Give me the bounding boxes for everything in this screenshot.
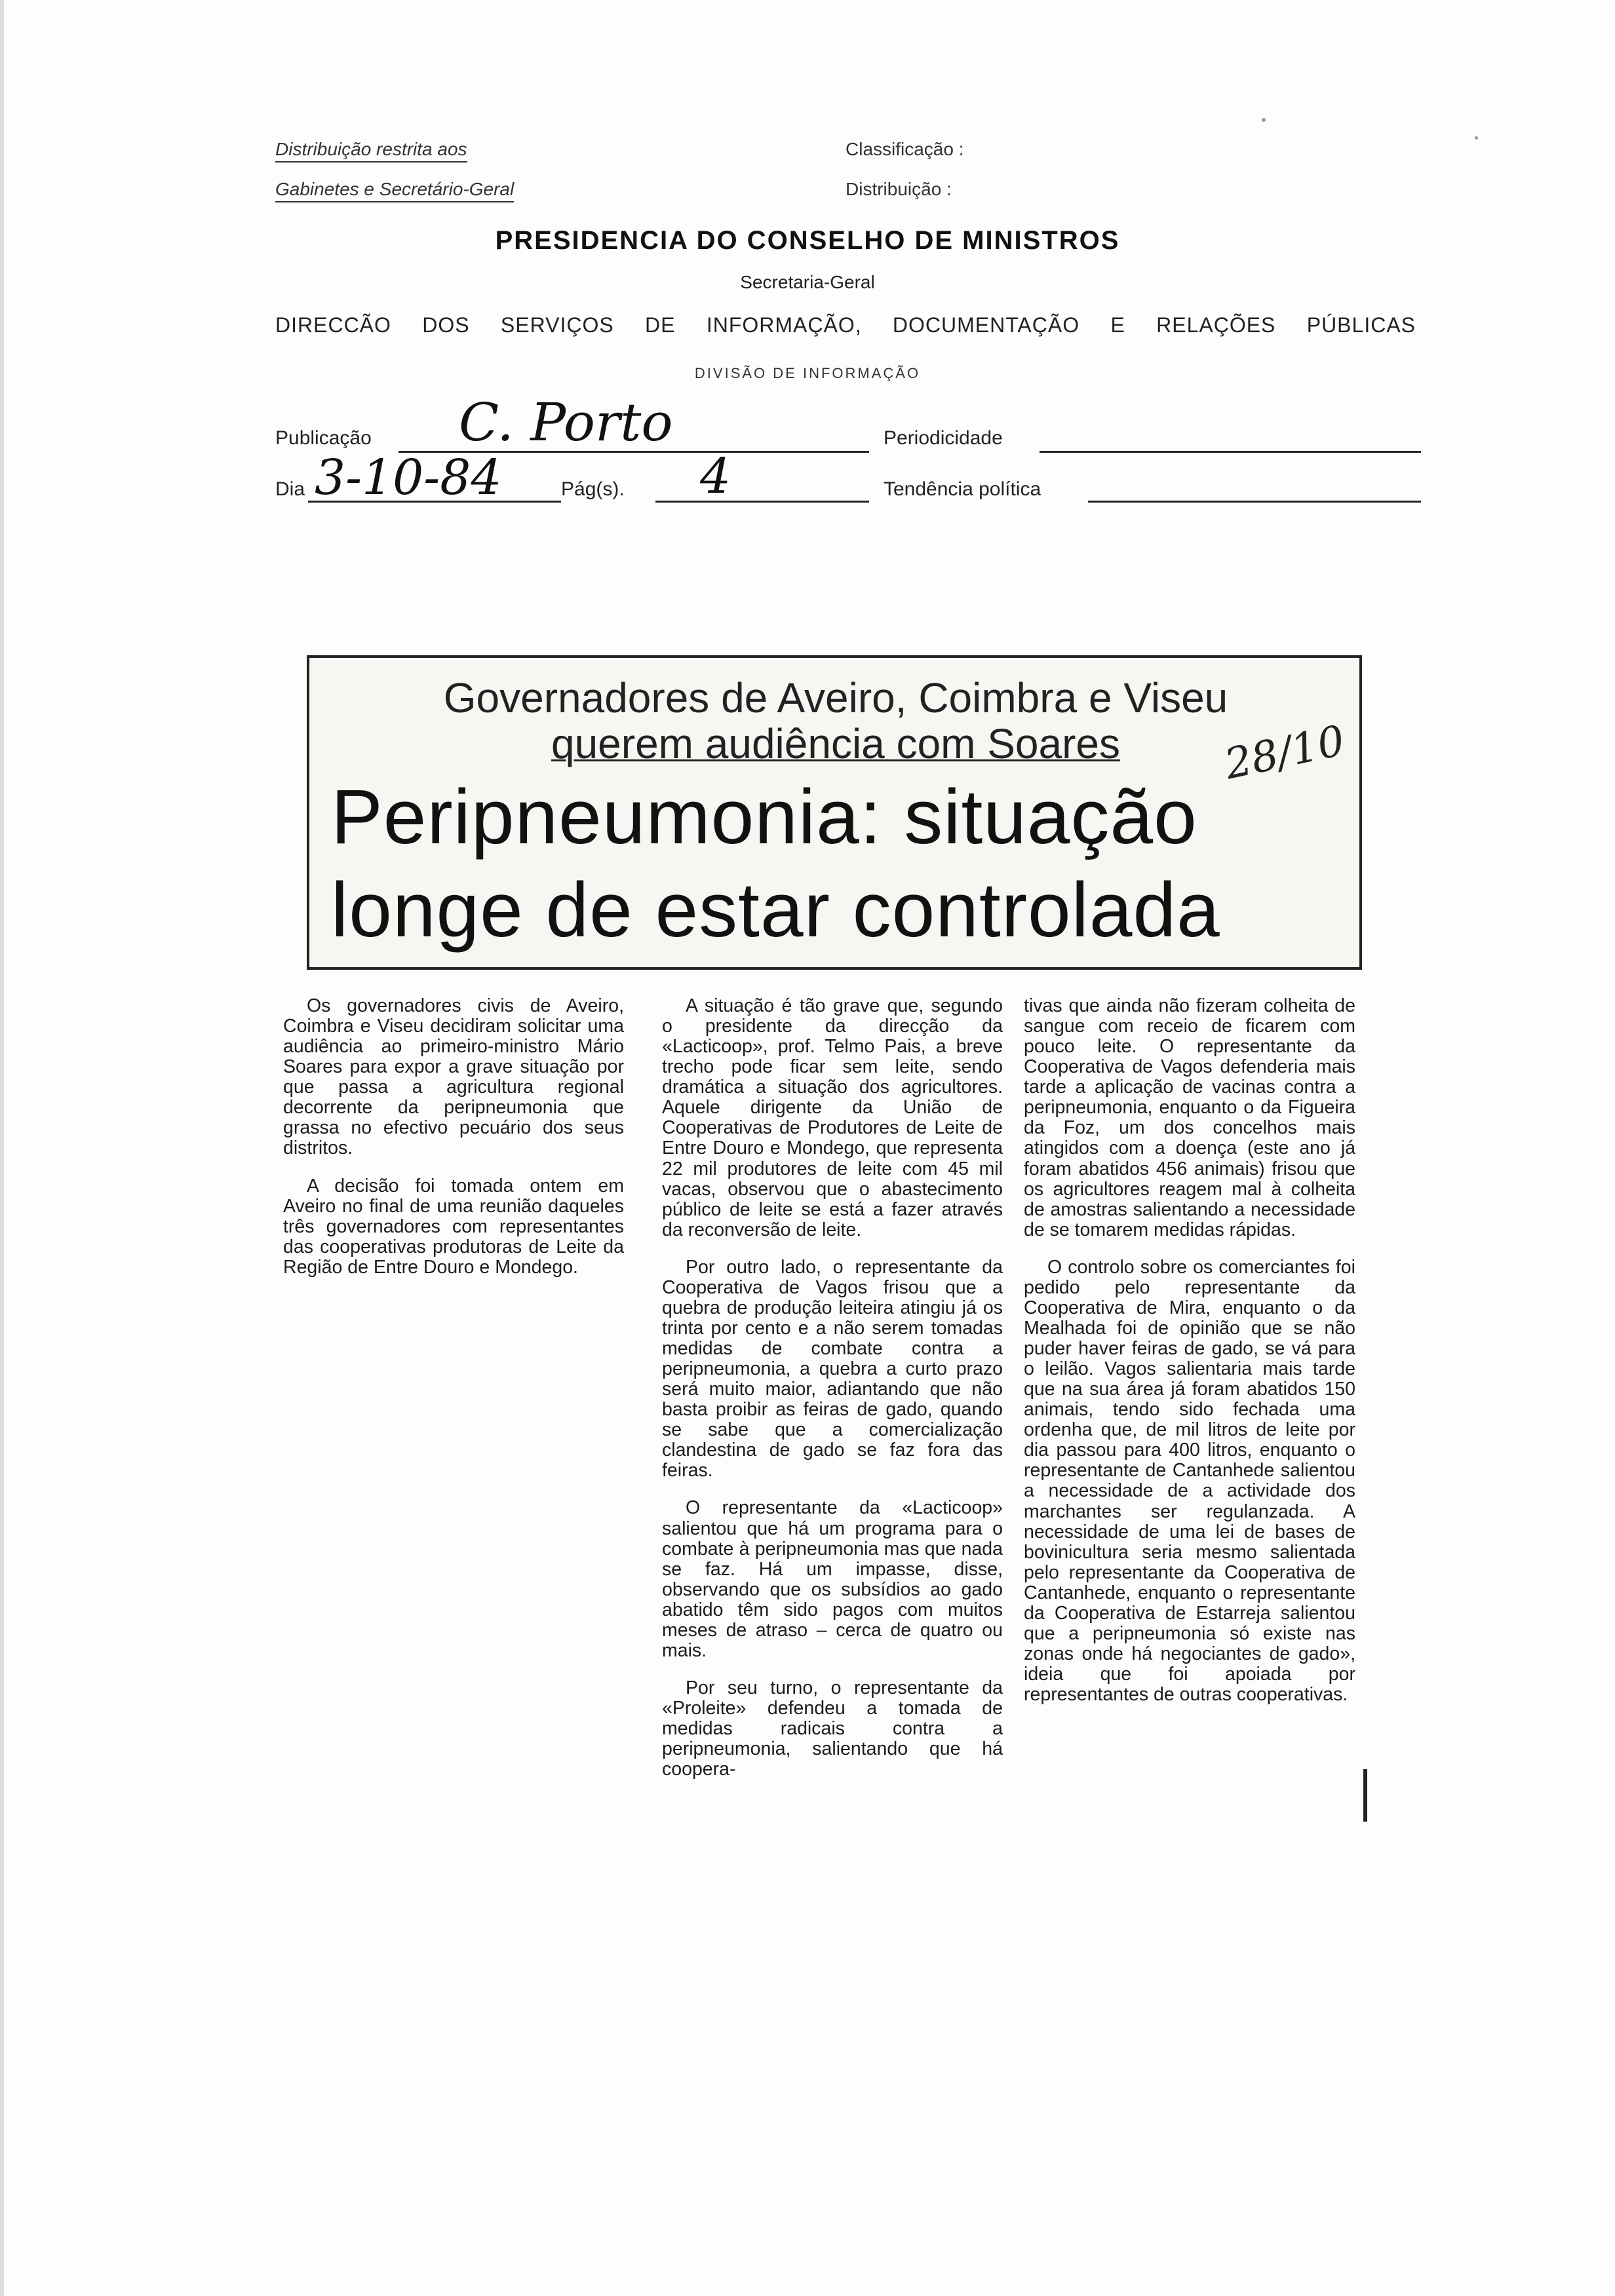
- distribuicao-label: Distribuição :: [846, 179, 952, 199]
- article-kicker-line2: querem audiência com Soares: [551, 720, 1121, 767]
- article-column-2: [662, 996, 1003, 1797]
- publicacao-handwritten: C. Porto: [459, 392, 673, 453]
- paragraph: Os governadores civis de Aveiro, Coimbra e Viseu decidiram solicitar uma audiência ao primeiro-ministro Mário Soares para expor a grave situação por que passa a agricultura regional decorrente da peripneumonia que grassa no efectivo pecuário dos seus distritos.: [283, 995, 624, 1159]
- paragraph: A situação é tão grave que, segundo o presidente da direcção da «Lacticoop», prof. Telmo Pais, a breve trecho pode ficar sem leite, sendo dramática a situação dos agricultores. Aquele dirigente da União de Cooperativas de Produtores de Leite de Entre Douro e Mondego, que representa 22 mil produtores de leite com 45 mil vacas, observou que o abastecimento público de leite se está a fazer através da reconversão de leite.: [662, 995, 1003, 1240]
- paragraph: A decisão foi tomada ontem em Aveiro no final de uma reunião daqueles três governadores com representantes das cooperativas produtoras de Leite da Região de Entre Douro e Mondego.: [283, 1175, 624, 1278]
- org-divisao: DIVISÃO DE INFORMAÇÃO: [694, 365, 921, 381]
- org-subtitle: Secretaria-Geral: [740, 272, 875, 292]
- scan-edge: [0, 0, 4, 2296]
- tendencia-label: Tendência política: [884, 478, 1041, 500]
- publicacao-label: Publicação: [275, 427, 372, 449]
- periodicidade-label: Periodicidade: [884, 427, 1003, 449]
- pags-label: Pág(s).: [561, 478, 625, 500]
- scan-speck: [1475, 136, 1478, 140]
- paragraph: tivas que ainda não fizeram colheita de sangue com receio de ficarem com pouco leite. O representante da Cooperativa de Vagos defenderia mais tarde a aplicação de vacinas contra a peripneumonia, enquanto o da Figueira da Foz, um dos concelhos mais atingidos com a doença (este ano já foram abatidos 456 animais) frisou que os agricultores reagem mal à colheita de amostras salientando a necessidade de se tomarem medidas rápidas.: [1024, 995, 1355, 1240]
- pags-line: [655, 501, 869, 503]
- pags-handwritten: 4: [700, 448, 731, 505]
- paragraph: O representante da «Lacticoop» salientou que há um programa para o combate à peripneumonia mas que nada se faz. Há um impasse, disse, observando que os subsídios ao gado abatido têm sido pagos com muitos meses de atraso – cerca de quatro ou mais.: [662, 1497, 1003, 1661]
- periodicidade-line: [1040, 451, 1421, 453]
- dia-label: Dia: [275, 478, 305, 500]
- paragraph: Por seu turno, o representante da «Proleite» defendeu a tomada de medidas radicais contra a peripneumonia, salientando que há coopera-: [662, 1677, 1003, 1780]
- paragraph: Por outro lado, o representante da Cooperativa de Vagos frisou que a quebra de produção leiteira atingiu já os trinta por cento e a não serem tomadas medidas de combate contra a peripneumonia, a quebra a curto prazo será muito maior, adiantando que não basta proibir as feiras de gado, quando se sabe que a comercialização clandestina de gado se faz fora das feiras.: [662, 1256, 1003, 1482]
- restricted-distribution-line2: Gabinetes e Secretário-Geral: [275, 179, 514, 202]
- scan-speck: [1262, 118, 1266, 122]
- org-title: PRESIDENCIA DO CONSELHO DE MINISTROS: [495, 226, 1120, 255]
- column-rule-mark: [1363, 1769, 1367, 1822]
- classificacao-label: Classificação :: [846, 139, 964, 159]
- article-headline-line2: longe de estar controlada: [331, 867, 1220, 953]
- tendencia-line: [1088, 501, 1421, 503]
- article-column-3: [1024, 996, 1355, 1722]
- article-kicker-line1: Governadores de Aveiro, Coimbra e Viseu: [443, 674, 1228, 721]
- dia-handwritten: 3-10-84: [315, 450, 502, 506]
- article-headline-line1: Peripneumonia: situação: [331, 774, 1197, 860]
- margin-note: 28/10: [1220, 716, 1350, 790]
- article-column-1: [283, 996, 624, 1295]
- paragraph: O controlo sobre os comerciantes foi pedido pelo representante da Cooperativa de Mira, enquanto o da Mealhada foi de opinião que se não puder haver feiras de gado, se vá para o leilão. Vagos salientaria mais tarde que na sua área já foram abatidos 150 animais, tendo sido fechada uma ordenha que, de mil litros de leite por dia passou para 400 litros, enquanto o representante de Cantanhede salientou a necessidade de a actividade dos marchantes ser regulanzada. A necessidade de uma lei de bases de bovinicultura seria mesmo salientada pelo representante da Cooperativa de Cantanhede, enquanto o representante da Cooperativa de Estarreja salientou que a peripneumonia só existe nas zonas onde há negociantes de gado», ideia que foi apoiada por representantes de outras cooperativas.: [1024, 1256, 1355, 1706]
- restricted-distribution-line1: Distribuição restrita aos: [275, 139, 467, 163]
- org-direccao: DIRECCÃO DOS SERVIÇOS DE INFORMAÇÃO, DOCUMENTAÇÃO E RELAÇÕES PÚBLICAS: [275, 313, 1416, 337]
